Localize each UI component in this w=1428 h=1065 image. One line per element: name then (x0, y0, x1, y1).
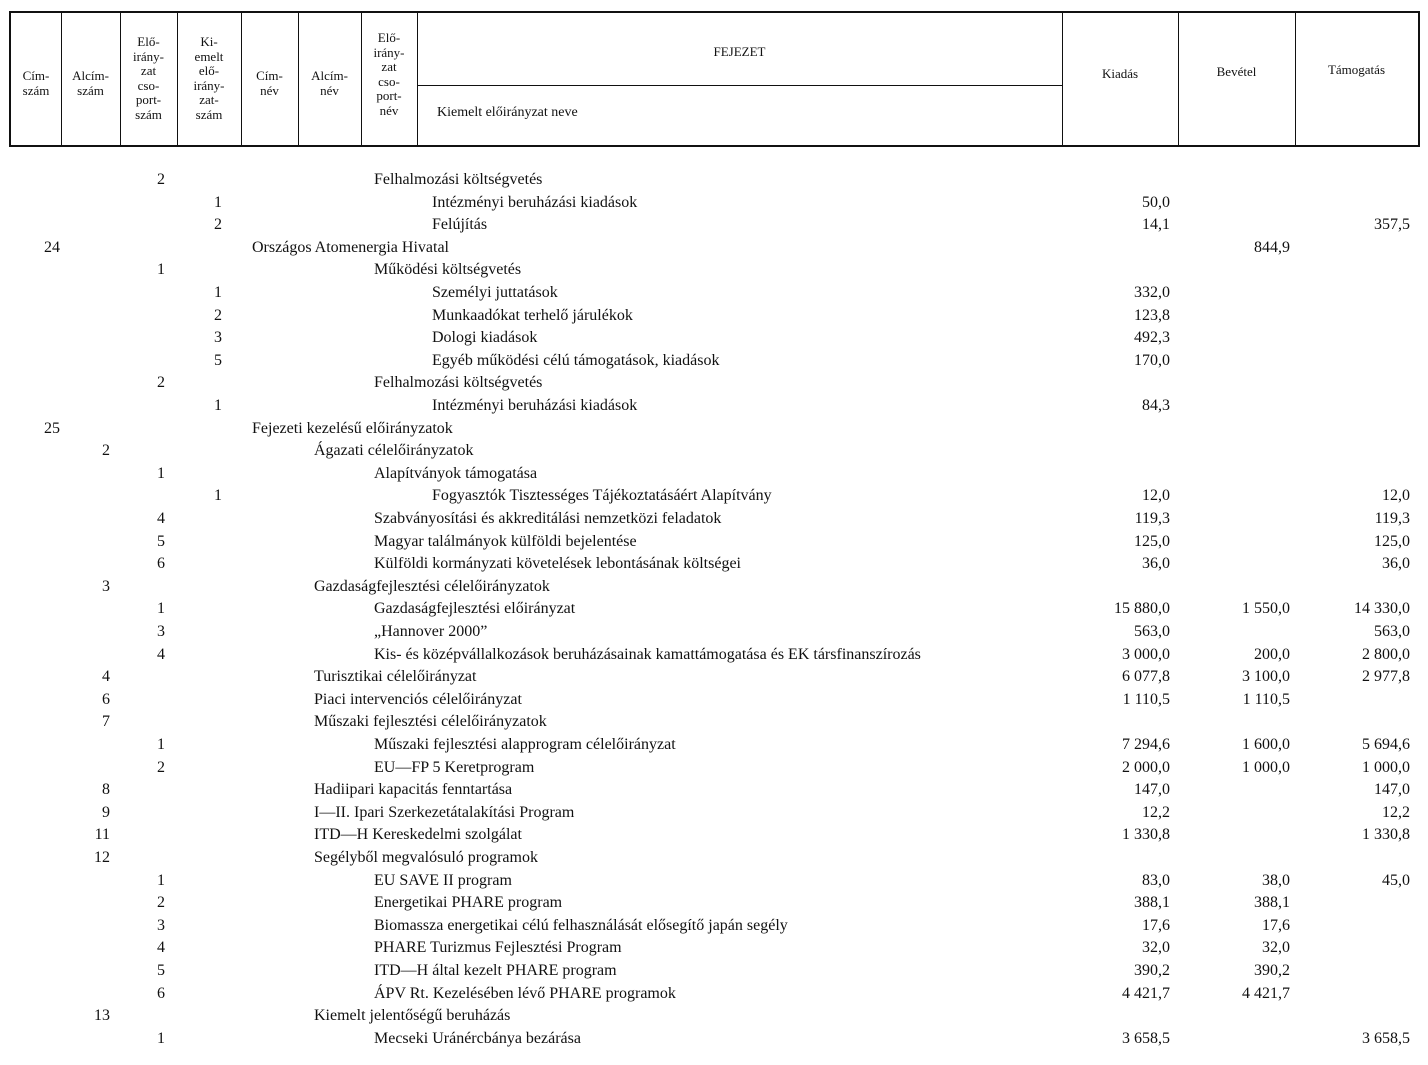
table-row (0, 937, 1428, 959)
kiadas-value: 12,2 (1142, 803, 1170, 821)
table-row (0, 779, 1428, 801)
eloiranyzat-nev: PHARE Turizmus Fejlesztési Program (374, 939, 622, 957)
eloiranyzat-nev: Ágazati célelőirányzatok (314, 442, 474, 460)
kiadas-value: 7 294,6 (1122, 736, 1170, 753)
eloiranyzat-csoport-szam: 4 (157, 510, 165, 527)
bevetel-value: 32,0 (1262, 939, 1290, 957)
eloiranyzat-csoport-szam: 1 (157, 736, 165, 753)
table-row (0, 598, 1428, 620)
table-row (0, 734, 1428, 756)
kiadas-value: 15 880,0 (1114, 600, 1170, 618)
kiadas-value: 6 077,8 (1122, 668, 1170, 686)
kiadas-value: 390,2 (1134, 962, 1170, 979)
kiadas-value: 1 110,5 (1122, 690, 1170, 708)
kiadas-value: 1 330,8 (1122, 826, 1170, 844)
alcim-szam: 13 (94, 1007, 110, 1025)
kiemelt-eloiranyzat-szam: 5 (214, 351, 222, 369)
tamogatas-value: 1 330,8 (1362, 826, 1410, 844)
eloiranyzat-nev: „Hannover 2000” (374, 623, 488, 640)
eloiranyzat-nev: Országos Atomenergia Hivatal (252, 238, 449, 256)
eloiranyzat-csoport-szam: 1 (157, 464, 165, 482)
alcim-szam: 7 (102, 713, 110, 731)
tamogatas-value: 147,0 (1374, 781, 1410, 799)
kiadas-value: 12,0 (1142, 487, 1170, 505)
table-row (0, 169, 1428, 191)
eloiranyzat-nev: EU SAVE II program (374, 871, 512, 889)
table-row (0, 802, 1428, 824)
tamogatas-value: 12,0 (1382, 487, 1410, 505)
bevetel-value: 4 421,7 (1242, 984, 1290, 1002)
eloiranyzat-nev: Hadiipari kapacitás fenntartása (314, 781, 513, 799)
kiadas-value: 563,0 (1134, 623, 1170, 640)
table-row (0, 915, 1428, 937)
bevetel-value: 200,0 (1254, 645, 1290, 663)
eloiranyzat-nev: Személyi juttatások (432, 284, 558, 301)
tamogatas-value: 563,0 (1374, 623, 1410, 640)
kiadas-value: 147,0 (1134, 781, 1170, 799)
kiadas-value: 123,8 (1134, 306, 1170, 324)
table-row (0, 666, 1428, 688)
table-row (0, 372, 1428, 394)
eloiranyzat-nev: Segélyből megvalósuló programok (314, 849, 538, 866)
kiadas-value: 492,3 (1134, 329, 1170, 347)
bevetel-value: 1 550,0 (1242, 600, 1290, 618)
eloiranyzat-csoport-szam: 5 (157, 962, 165, 979)
table-row (0, 237, 1428, 259)
eloiranyzat-nev: Felhalmozási költségvetés (374, 171, 543, 188)
header-alcim-nev: Alcím- név (311, 68, 348, 98)
eloiranyzat-nev: Műszaki fejlesztési célelőirányzatok (314, 713, 547, 731)
tamogatas-value: 1 000,0 (1362, 758, 1410, 776)
cim-szam: 25 (44, 419, 60, 437)
eloiranyzat-nev: Mecseki Uránércbánya bezárása (374, 1029, 581, 1047)
header-bevetel: Bevétel (1216, 64, 1257, 79)
table-row (0, 305, 1428, 327)
table-row (0, 847, 1428, 869)
table-row (0, 1005, 1428, 1027)
table-row (0, 960, 1428, 982)
header-eloiranyzat-csoport-nev: Elő- irány- zat cso- port- név (373, 30, 405, 118)
table-row (0, 350, 1428, 372)
kiadas-value: 125,0 (1134, 532, 1170, 550)
eloiranyzat-nev: Szabványosítási és akkreditálási nemzetközi feladatok (374, 510, 722, 527)
table-row (0, 621, 1428, 643)
eloiranyzat-csoport-szam: 3 (157, 623, 165, 640)
bevetel-value: 3 100,0 (1242, 668, 1290, 686)
alcim-szam: 8 (102, 781, 110, 799)
table-row (0, 531, 1428, 553)
eloiranyzat-nev: Felújítás (432, 216, 488, 234)
kiadas-value: 388,1 (1134, 894, 1170, 912)
header-cim-nev: Cím- név (256, 68, 283, 98)
eloiranyzat-csoport-szam: 2 (157, 171, 165, 188)
kiemelt-eloiranyzat-szam: 2 (214, 306, 222, 324)
table-row (0, 259, 1428, 281)
table-row (0, 192, 1428, 214)
bevetel-value: 390,2 (1254, 962, 1290, 979)
kiadas-value: 3 000,0 (1122, 645, 1170, 663)
table-row (0, 689, 1428, 711)
header-tamogatas: Támogatás (1327, 62, 1386, 77)
table-row (0, 824, 1428, 846)
eloiranyzat-nev: Dologi kiadások (432, 329, 538, 347)
eloiranyzat-nev: Piaci intervenciós célelőirányzat (314, 690, 522, 708)
tamogatas-value: 5 694,6 (1362, 736, 1410, 753)
bevetel-value: 38,0 (1262, 871, 1290, 889)
table-row (0, 463, 1428, 485)
bevetel-value: 1 000,0 (1242, 758, 1290, 776)
header-kiadas: Kiadás (1101, 66, 1139, 81)
kiadas-value: 50,0 (1142, 193, 1170, 211)
alcim-szam: 3 (102, 577, 110, 595)
header-kiemelt-eloiranyzat-szam: Ki- emelt elő- irány- zat- szám (193, 34, 225, 122)
kiadas-value: 83,0 (1142, 871, 1170, 889)
eloiranyzat-csoport-szam: 2 (157, 894, 165, 912)
eloiranyzat-csoport-szam: 1 (157, 261, 165, 279)
kiemelt-eloiranyzat-szam: 1 (214, 397, 222, 414)
eloiranyzat-nev: ITD—H által kezelt PHARE program (374, 962, 617, 979)
table-row (0, 440, 1428, 462)
eloiranyzat-csoport-szam: 4 (157, 645, 165, 663)
eloiranyzat-nev: Fejezeti kezelésű előirányzatok (252, 419, 453, 437)
eloiranyzat-nev: Műszaki fejlesztési alapprogram célelőirányzat (374, 736, 676, 753)
table-row (0, 644, 1428, 666)
eloiranyzat-nev: ÁPV Rt. Kezelésében lévő PHARE programok (374, 984, 676, 1002)
eloiranyzat-nev: Külföldi kormányzati követelések lebontásának költségei (374, 555, 741, 573)
eloiranyzat-nev: Működési költségvetés (374, 261, 522, 279)
table-row (0, 892, 1428, 914)
kiadas-value: 32,0 (1142, 939, 1170, 957)
header-kiemelt-eloiranyzat-neve: Kiemelt előirányzat neve (437, 105, 578, 120)
eloiranyzat-nev: ITD—H Kereskedelmi szolgálat (314, 826, 522, 844)
eloiranyzat-nev: Fogyasztók Tisztességes Tájékoztatásáért Alapítvány (432, 487, 772, 505)
eloiranyzat-nev: Gazdaságfejlesztési célelőirányzatok (314, 577, 550, 595)
eloiranyzat-csoport-szam: 1 (157, 871, 165, 889)
eloiranyzat-nev: Alapítványok támogatása (374, 464, 538, 482)
bevetel-value: 1 600,0 (1242, 736, 1290, 753)
column-divider (417, 13, 418, 145)
eloiranyzat-csoport-szam: 6 (157, 984, 165, 1002)
eloiranyzat-nev: Munkaadókat terhelő járulékok (432, 306, 633, 324)
kiemelt-eloiranyzat-szam: 1 (214, 487, 222, 505)
eloiranyzat-csoport-szam: 6 (157, 555, 165, 573)
alcim-szam: 2 (102, 442, 110, 460)
kiadas-value: 36,0 (1142, 555, 1170, 573)
tamogatas-value: 357,5 (1374, 216, 1410, 234)
bevetel-value: 388,1 (1254, 894, 1290, 912)
tamogatas-value: 125,0 (1374, 532, 1410, 550)
eloiranyzat-nev: EU—FP 5 Keretprogram (374, 758, 535, 776)
eloiranyzat-nev: Egyéb működési célú támogatások, kiadások (432, 351, 720, 369)
table-row (0, 983, 1428, 1005)
kiemelt-eloiranyzat-szam: 1 (214, 193, 222, 211)
alcim-szam: 9 (102, 803, 110, 821)
kiemelt-eloiranyzat-szam: 2 (214, 216, 222, 234)
eloiranyzat-nev: I—II. Ipari Szerkezetátalakítási Program (314, 803, 575, 821)
table-row (0, 327, 1428, 349)
tamogatas-value: 2 800,0 (1362, 645, 1410, 663)
eloiranyzat-csoport-szam: 4 (157, 939, 165, 957)
tamogatas-value: 36,0 (1382, 555, 1410, 573)
eloiranyzat-csoport-szam: 2 (157, 758, 165, 776)
kiemelt-eloiranyzat-szam: 3 (214, 329, 222, 347)
eloiranyzat-nev: Gazdaságfejlesztési előirányzat (374, 600, 576, 618)
table-row (0, 757, 1428, 779)
bevetel-value: 1 110,5 (1242, 690, 1290, 708)
header-eloiranyzat-csoport-szam: Elő- irány- zat cso- port- szám (132, 34, 165, 122)
cim-szam: 24 (44, 238, 60, 256)
alcim-szam: 12 (94, 849, 110, 866)
kiadas-value: 332,0 (1134, 284, 1170, 301)
tamogatas-value: 3 658,5 (1362, 1029, 1410, 1047)
tamogatas-value: 12,2 (1382, 803, 1410, 821)
fejezet-divider (417, 85, 1062, 86)
table-row (0, 1028, 1428, 1050)
eloiranyzat-nev: Turisztikai célelőirányzat (314, 668, 477, 686)
alcim-szam: 6 (102, 690, 110, 708)
table-row (0, 214, 1428, 236)
table-row (0, 711, 1428, 733)
kiadas-value: 84,3 (1142, 397, 1170, 414)
eloiranyzat-nev: Intézményi beruházási kiadások (432, 397, 638, 414)
kiadas-value: 170,0 (1134, 351, 1170, 369)
table-row (0, 576, 1428, 598)
table-row (0, 282, 1428, 304)
eloiranyzat-nev: Biomassza energetikai célú felhasználását elősegítő japán segély (374, 916, 788, 934)
kiadas-value: 3 658,5 (1122, 1029, 1170, 1047)
kiadas-value: 119,3 (1134, 510, 1170, 527)
eloiranyzat-nev: Intézményi beruházási kiadások (432, 193, 638, 211)
eloiranyzat-nev: Felhalmozási költségvetés (374, 374, 543, 392)
header-fejezet: FEJEZET (713, 44, 766, 59)
tamogatas-value: 119,3 (1374, 510, 1410, 527)
header-cim-szam: Cím- szám (22, 68, 50, 98)
table-row (0, 870, 1428, 892)
column-divider (1295, 13, 1296, 145)
kiadas-value: 14,1 (1142, 216, 1170, 234)
tamogatas-value: 2 977,8 (1362, 668, 1410, 686)
eloiranyzat-csoport-szam: 5 (157, 532, 165, 550)
table-row (0, 395, 1428, 417)
kiadas-value: 4 421,7 (1122, 984, 1170, 1002)
eloiranyzat-csoport-szam: 1 (157, 1029, 165, 1047)
kiadas-value: 17,6 (1142, 916, 1170, 934)
header-alcim-szam: Alcím- szám (72, 68, 109, 98)
bevetel-value: 17,6 (1262, 916, 1290, 934)
eloiranyzat-nev: Energetikai PHARE program (374, 894, 563, 912)
tamogatas-value: 45,0 (1382, 871, 1410, 889)
table-row (0, 553, 1428, 575)
kiemelt-eloiranyzat-szam: 1 (214, 284, 222, 301)
eloiranyzat-csoport-szam: 1 (157, 600, 165, 618)
kiadas-value: 2 000,0 (1122, 758, 1170, 776)
eloiranyzat-csoport-szam: 3 (157, 916, 165, 934)
bevetel-value: 844,9 (1254, 238, 1290, 256)
eloiranyzat-nev: Magyar találmányok külföldi bejelentése (374, 532, 637, 550)
table-row (0, 485, 1428, 507)
table-header (9, 11, 1420, 147)
table-row (0, 418, 1428, 440)
eloiranyzat-nev: Kis- és középvállalkozások beruházásainak kamattámogatása és EK társfinanszírozás (374, 645, 921, 663)
alcim-szam: 4 (102, 668, 110, 686)
eloiranyzat-csoport-szam: 2 (157, 374, 165, 392)
alcim-szam: 11 (94, 826, 110, 844)
tamogatas-value: 14 330,0 (1354, 600, 1410, 618)
eloiranyzat-nev: Kiemelt jelentőségű beruházás (314, 1007, 511, 1025)
table-row (0, 508, 1428, 530)
